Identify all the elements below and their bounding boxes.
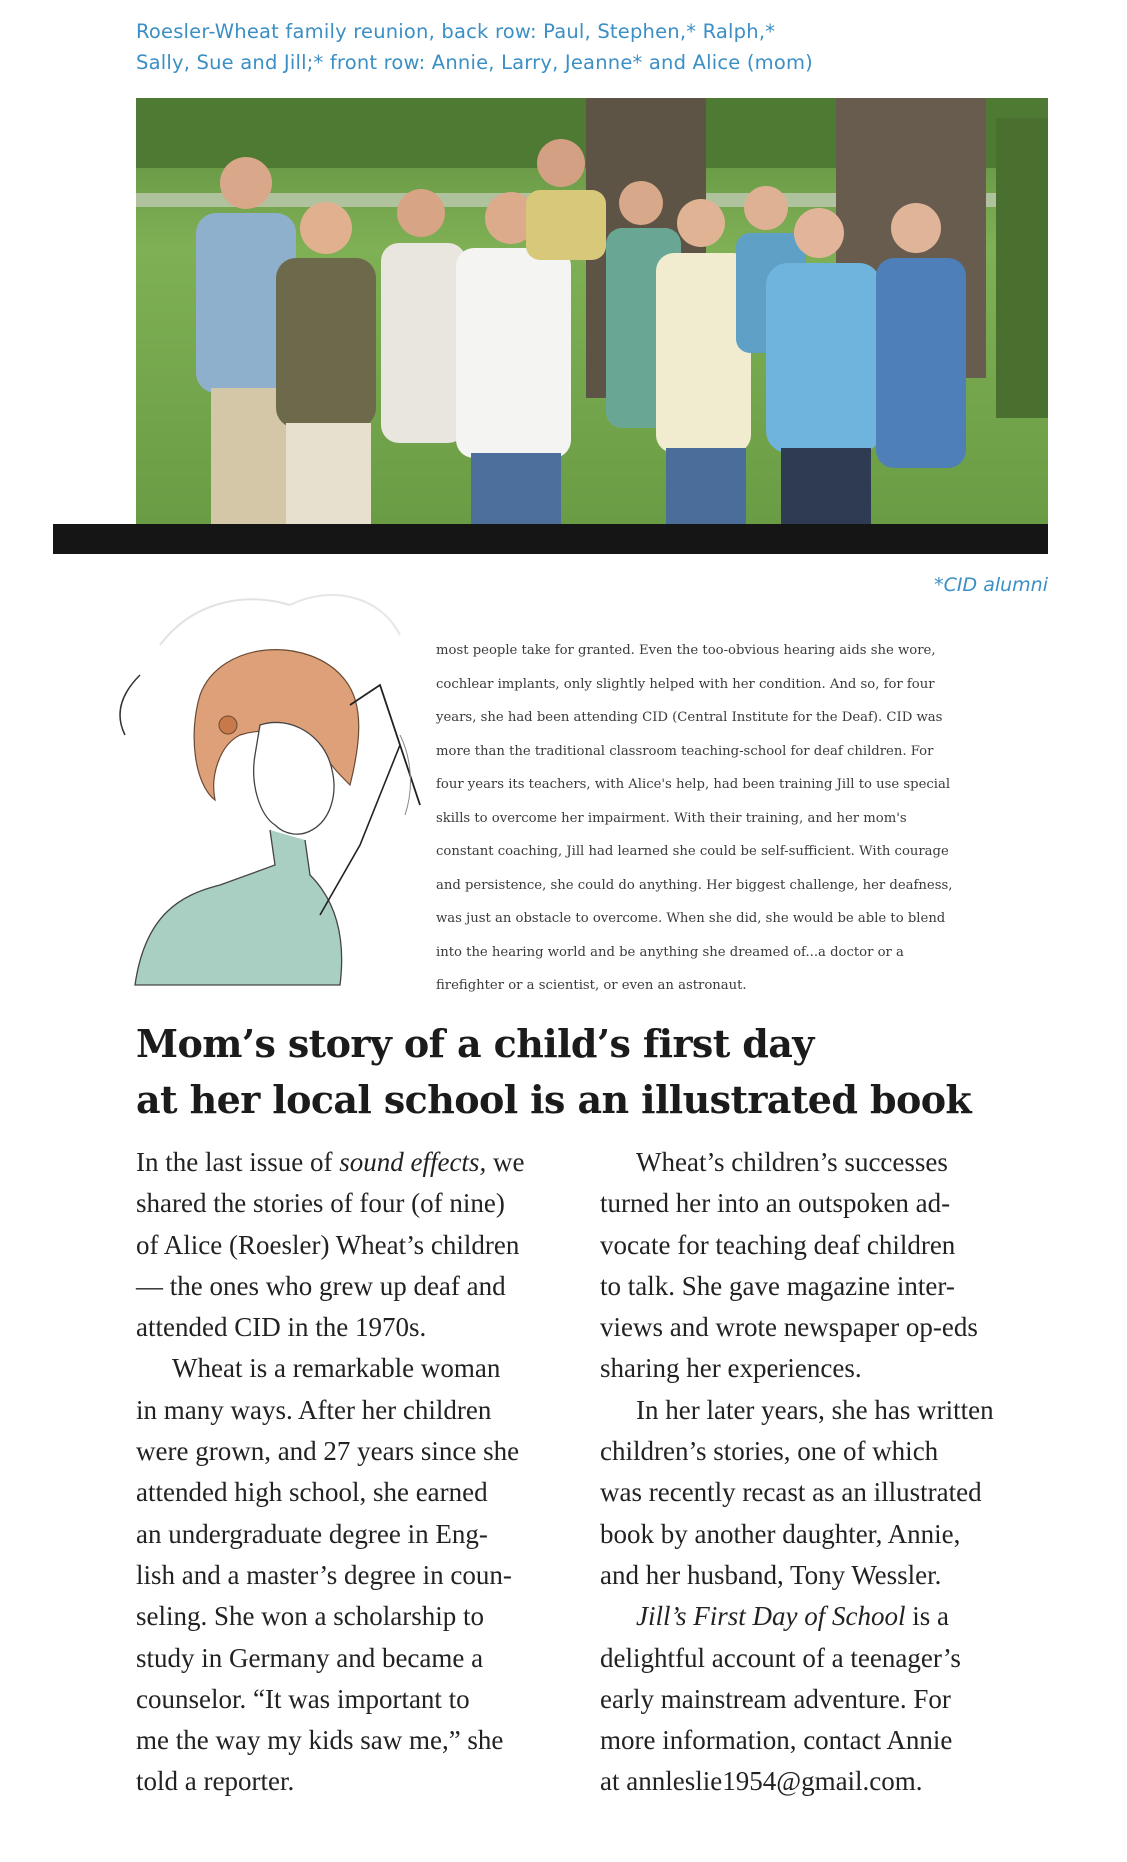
excerpt-line: more than the traditional classroom teaching-school for deaf children. For xyxy=(436,743,934,759)
paragraph-line: — the ones who grew up deaf and xyxy=(136,1270,506,1301)
paragraph-line: children’s stories, one of which xyxy=(600,1436,939,1467)
alumni-footnote: *CID alumni xyxy=(934,574,1048,596)
paragraph-line: delightful account of a teenager’s xyxy=(600,1642,961,1673)
paragraph-line: Wheat’s children’s successes xyxy=(636,1147,948,1177)
photo-caption xyxy=(136,16,1036,78)
paragraph-line: of Alice (Roesler) Wheat’s children xyxy=(136,1229,520,1260)
paragraph-line: and her husband, Tony Wessler. xyxy=(600,1559,942,1590)
paragraph-line: book by another daughter, Annie, xyxy=(600,1518,961,1549)
excerpt-line: most people take for granted. Even the too-obvious hearing aids she wore, xyxy=(436,643,936,658)
excerpt-line: skills to overcome her impairment. With their training, and her mom's xyxy=(436,810,907,826)
article-headline xyxy=(136,1016,1036,1128)
paragraph-line: to talk. She gave magazine inter- xyxy=(600,1270,955,1301)
paragraph-line: lish and a master’s degree in coun- xyxy=(136,1559,512,1590)
text-run: we xyxy=(486,1147,525,1177)
paragraph-line: In her later years, she has written xyxy=(636,1394,994,1425)
paragraph-line: vocate for teaching deaf children xyxy=(600,1229,956,1260)
article-column-left xyxy=(136,1142,586,1803)
paragraph-line: in many ways. After her children xyxy=(136,1394,492,1425)
book-title: Jill’s First Day of School xyxy=(636,1601,906,1632)
excerpt-line: was just an obstacle to overcome. When she did, she would be able to blend xyxy=(436,911,946,926)
paragraph-line: told a reporter. xyxy=(136,1766,295,1797)
paragraph-line: sharing her experiences. xyxy=(600,1353,862,1384)
text-run: is a xyxy=(905,1601,949,1632)
paragraph-line: me the way my kids saw me,” she xyxy=(136,1725,504,1756)
family-photo-drawing xyxy=(136,98,1048,524)
excerpt-line: and persistence, she could do anything. Her biggest challenge, her deafness, xyxy=(436,877,953,893)
paragraph-line: more information, contact Annie xyxy=(600,1725,953,1756)
photo-black-band xyxy=(53,524,1048,554)
excerpt-line: constant coaching, Jill had learned she could be self-sufficient. With courage xyxy=(436,844,949,859)
paragraph-line: early mainstream adventure. For xyxy=(600,1683,951,1714)
publication-name: sound effects, xyxy=(339,1147,487,1177)
paragraph-line: counselor. “It was important to xyxy=(136,1683,470,1714)
paragraph-line: was recently recast as an illustrated xyxy=(600,1477,982,1508)
text-run: In the last issue of xyxy=(136,1147,340,1177)
paragraph-line: shared the stories of four (of nine) xyxy=(136,1188,505,1219)
girl-illustration xyxy=(100,585,460,995)
photo-caption-line-1: Roesler-Wheat family reunion, back row: Paul, Stephen,* Ralph,* xyxy=(136,20,776,43)
paragraph-line xyxy=(136,1142,586,1183)
paragraph-line: attended CID in the 1970s. xyxy=(136,1312,427,1343)
paragraph-line: seling. She won a scholarship to xyxy=(136,1601,484,1632)
excerpt-line: four years its teachers, with Alice's help, had been training Jill to use special xyxy=(436,777,951,792)
book-excerpt xyxy=(436,634,1056,1003)
girl-sketch-drawing xyxy=(100,585,460,995)
family-reunion-photo xyxy=(136,98,1048,524)
paragraph-line: views and wrote newspaper op-eds xyxy=(600,1312,978,1343)
paragraph-line: study in Germany and became a xyxy=(136,1642,484,1673)
paragraph-line: attended high school, she earned xyxy=(136,1477,488,1508)
excerpt-line: into the hearing world and be anything she dreamed of...a doctor or a xyxy=(436,944,904,960)
paragraph-line: turned her into an outspoken ad- xyxy=(600,1188,951,1219)
headline-line-2: at her local school is an illustrated book xyxy=(136,1077,972,1122)
paragraph-line: were grown, and 27 years since she xyxy=(136,1436,520,1467)
article-column-right xyxy=(600,1142,1050,1803)
excerpt-line: firefighter or a scientist, or even an astronaut. xyxy=(436,978,747,993)
paragraph-line: an undergraduate degree in Eng- xyxy=(136,1518,488,1549)
photo-caption-line-2: Sally, Sue and Jill;* front row: Annie, Larry, Jeanne* and Alice (mom) xyxy=(136,51,813,74)
excerpt-line: cochlear implants, only slightly helped with her condition. And so, for four xyxy=(436,676,935,692)
headline-line-1: Mom’s story of a child’s first day xyxy=(136,1021,814,1066)
paragraph-line: Wheat is a remarkable woman xyxy=(172,1353,501,1384)
paragraph-line xyxy=(600,1596,1050,1637)
excerpt-line: years, she had been attending CID (Central Institute for the Deaf). CID was xyxy=(436,710,943,725)
contact-email-line: at annleslie1954@gmail.com. xyxy=(600,1766,923,1797)
